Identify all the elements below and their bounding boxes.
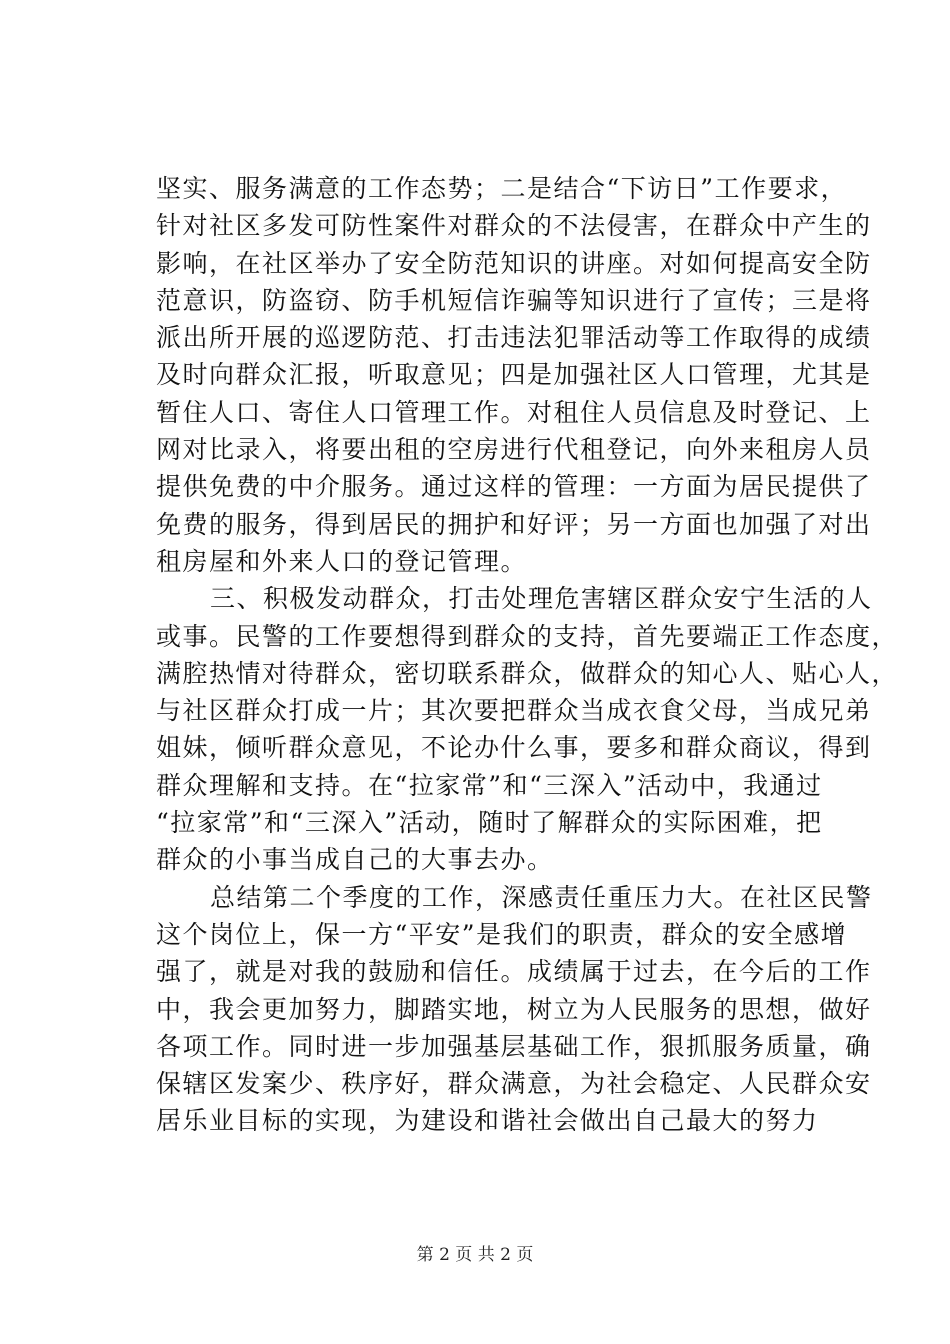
text-line: 免费的服务，得到居民的拥护和好评；另一方面也加强了对出 [156, 509, 872, 539]
text-line: 群众理解和支持。在“拉家常”和“三深入”活动中，我通过 [156, 770, 823, 800]
text-line: 坚实、服务满意的工作态势；二是结合“下访日”工作要求， [156, 174, 848, 203]
text-line: 网对比录入，将要出租的空房进行代租登记，向外来租房人员 [156, 435, 872, 465]
text-line: 群众的小事当成自己的大事去办。 [156, 845, 554, 875]
text-line: 保辖区发案少、秩序好，群众满意，为社会稳定、人民群众安 [156, 1069, 872, 1099]
text-line: 中，我会更加努力，脚踏实地，树立为人民服务的思想，做好 [156, 994, 872, 1024]
text-line: 这个岗位上，保一方“平安”是我们的职责，群众的安全感增 [156, 919, 848, 949]
text-line: 强了，就是对我的鼓励和信任。成绩属于过去，在今后的工作 [156, 957, 872, 987]
text-line: 居乐业目标的实现，为建设和谐社会做出自己最大的努力 [156, 1106, 819, 1136]
text-line: 或事。民警的工作要想得到群众的支持，首先要端正工作态度， [156, 621, 899, 651]
text-line: 姐妹，倾听群众意见，不论办什么事，要多和群众商议，得到 [156, 733, 872, 763]
text-line: 提供免费的中介服务。通过这样的管理：一方面为居民提供了 [156, 472, 872, 502]
text-line: 影响，在社区举办了安全防范知识的讲座。对如何提高安全防 [156, 248, 872, 278]
text-line: “拉家常”和“三深入”活动，随时了解群众的实际困难，把 [156, 808, 823, 838]
page-footer [0, 1244, 950, 1266]
text-line: 租房屋和外来人口的登记管理。 [156, 546, 528, 576]
text-line: 各项工作。同时进一步加强基层基础工作，狠抓服务质量，确 [156, 1031, 872, 1061]
text-line: 派出所开展的巡逻防范、打击违法犯罪活动等工作取得的成绩 [156, 323, 872, 353]
text-line: 与社区群众打成一片；其次要把群众当成衣食父母，当成兄弟 [156, 696, 872, 726]
paragraph-start-line: 三、积极发动群众，打击处理危害辖区群众安宁生活的人 [210, 584, 873, 614]
body-text [156, 170, 899, 1140]
text-line: 针对社区多发可防性案件对群众的不法侵害，在群众中产生的 [156, 211, 872, 241]
text-line: 范意识，防盗窃、防手机短信诈骗等知识进行了宣传；三是将 [156, 285, 872, 315]
page-number-label: 第 2 页 共 2 页 [416, 1245, 534, 1265]
text-line: 及时向群众汇报，听取意见；四是加强社区人口管理，尤其是 [156, 360, 872, 390]
text-line: 暂住人口、寄住人口管理工作。对租住人员信息及时登记、上 [156, 397, 872, 427]
paragraph-start-line: 总结第二个季度的工作，深感责任重压力大。在社区民警 [210, 882, 873, 912]
text-line: 满腔热情对待群众，密切联系群众，做群众的知心人、贴心人， [156, 658, 899, 688]
